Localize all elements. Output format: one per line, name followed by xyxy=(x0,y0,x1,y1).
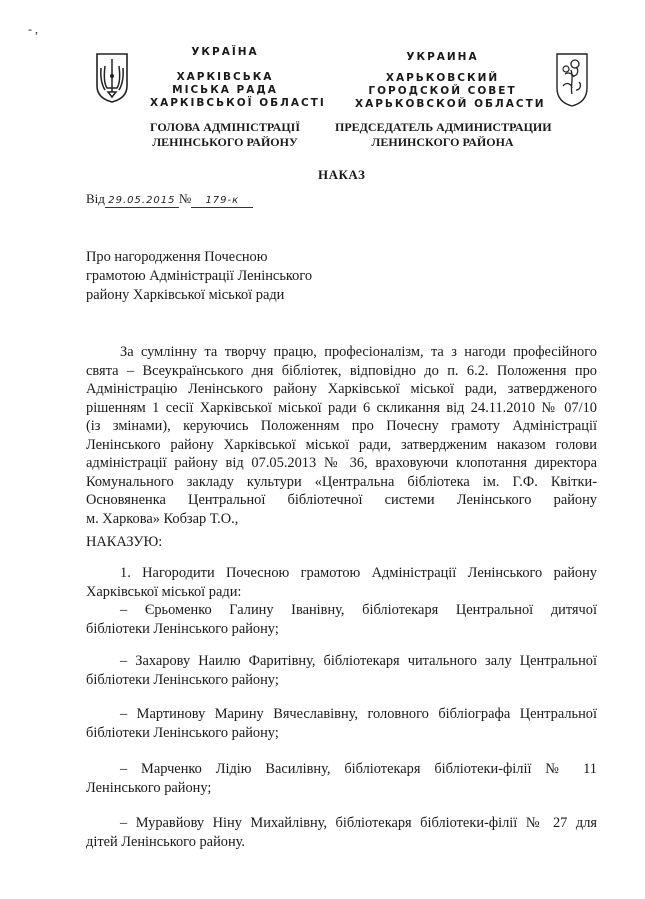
header-left-office: ГОЛОВА АДМІНІСТРАЦІЇ ЛЕНІНСЬКОГО РАЙОНУ xyxy=(150,120,300,149)
number-prefix: № xyxy=(178,191,192,206)
header-right-council: ХАРЬКОВСКИЙ ГОРОДСКОЙ СОВЕТ ХАРЬКОВСКОЙ ОБЛАСТИ xyxy=(355,72,546,110)
awardee-item: – Марченко Лідію Василівну, бібліотекаря бібліотеки-філії № 11 Ленінського району; xyxy=(86,761,597,796)
order-subject: Про нагородження Почесною грамотою Адміністрації Ленінського району Харківської міської ради xyxy=(86,249,313,303)
order-item-1: 1. Нагородити Почесною грамотою Адміністрації Ленінського району Харківської міської ради: xyxy=(86,565,597,600)
corner-marks: - , xyxy=(28,22,38,36)
awardee-item: – Мартинову Марину Вячеславівну, головного бібліографа Центральної бібліотеки Ленінського району; xyxy=(86,706,597,741)
awardee-item: – Захарову Наилю Фаритівну, бібліотекаря читального залу Центральної бібліотеки Ленінського району; xyxy=(86,653,597,688)
date-handwritten: 29.05.2015 xyxy=(105,191,179,208)
date-line xyxy=(86,191,253,208)
trident-emblem xyxy=(94,52,130,104)
date-prefix: Від xyxy=(86,191,105,206)
number-handwritten: 179-к xyxy=(191,191,253,208)
header-right-office: ПРЕДСЕДАТЕЛЬ АДМИНИСТРАЦИИ ЛЕНИНСКОГО РАЙОНА xyxy=(335,120,552,149)
header-left-country: УКРАЇНА xyxy=(191,46,259,58)
order-word: НАКАЗУЮ: xyxy=(86,534,163,550)
awardee-item: – Муравйову Ніну Михайлівну, бібліотекаря бібліотеки-філії № 27 для дітей Ленінського району. xyxy=(86,815,597,850)
header-right-country: УКРАИНА xyxy=(406,51,479,63)
kharkiv-coat-of-arms xyxy=(554,52,590,108)
awardee-item: – Єрьоменко Галину Іванівну, бібліотекаря Центральної дитячої бібліотеки Ленінського району; xyxy=(86,602,597,637)
preamble-paragraph: За сумлінну та творчу працю, професіоналізм, та з нагоди професійного свята – Всеукраїнського дня бібліотек, відповідно до п. 6.2. Положення про Адміністрацію Ленінського району Харківської міської ради, затвердженого рішенням 1 сесії Харківської міської ради 6 скликання від 24.11.2010 № 07/10 (із змінами), керуючись Положенням про Почесну грамоту Адміністрації Ленінського району Харківської міської ради, затвердженим наказом голови адміністрації району від 07.05.2013 № 36, враховуючи клопотання директора Комунального закладу культури «Центральна бібліотека ім. Г.Ф. Квітки- Основяненка Центральної бібліотечної системи Ленінського району м. Харкова» Кобзар Т.О., xyxy=(86,344,597,527)
header-left-council: ХАРКІВСЬКА МІСЬКА РАДА ХАРКІВСЬКОЇ ОБЛАСТІ xyxy=(150,71,326,109)
document-title: НАКАЗ xyxy=(318,167,366,182)
